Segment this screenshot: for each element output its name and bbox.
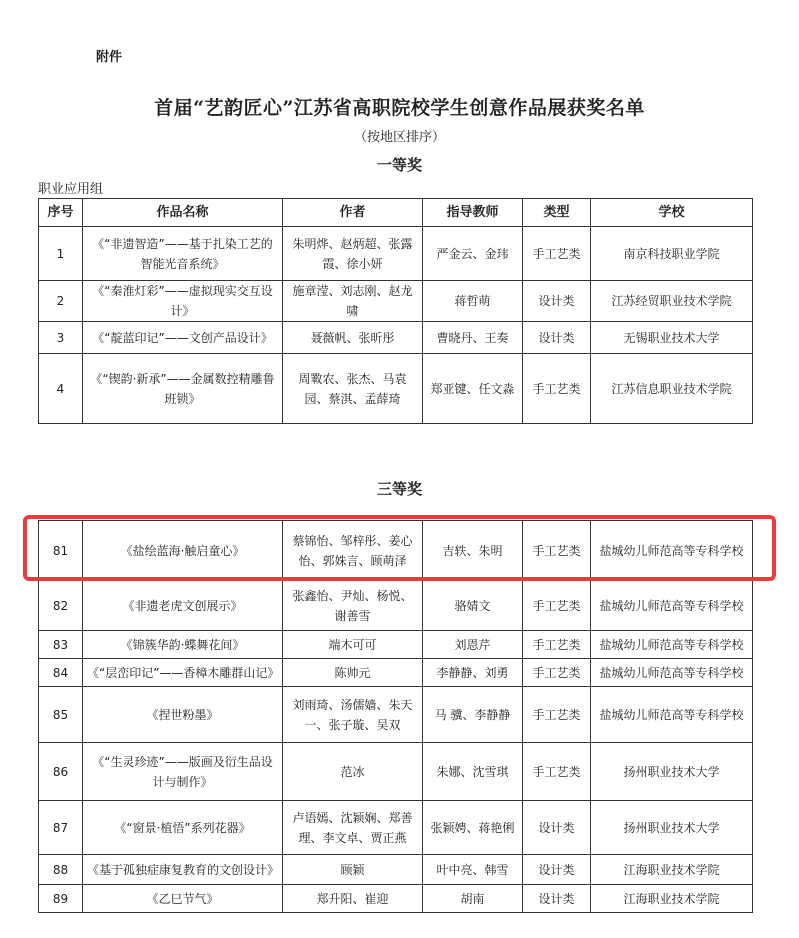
- cell-no: 85: [39, 687, 83, 743]
- header-authors: 作者: [283, 199, 423, 227]
- cell-type: 设计类: [523, 801, 591, 855]
- table-row: [39, 885, 753, 913]
- cell-authors: 聂薇帆、张昕彤: [283, 322, 423, 354]
- page-subtitle: （按地区排序）: [353, 130, 445, 145]
- table-row: [39, 855, 753, 885]
- cell-work: 《乙巳节气》: [83, 885, 283, 913]
- table-row: [39, 322, 753, 354]
- table-row: [39, 687, 753, 743]
- cell-type: 设计类: [523, 281, 591, 322]
- cell-work: 《“窗景·植悟”系列花器》: [83, 801, 283, 855]
- table-row: [39, 354, 753, 424]
- first-prize-heading: 一等奖: [376, 156, 422, 174]
- header-work: 作品名称: [83, 199, 283, 227]
- cell-no: 86: [39, 743, 83, 801]
- cell-no: 84: [39, 659, 83, 687]
- cell-type: 手工艺类: [523, 631, 591, 659]
- page-title: 首届“艺韵匠心”江苏省高职院校学生创意作品展获奖名单: [154, 97, 645, 119]
- table-row: [39, 227, 753, 281]
- header-no: 序号: [39, 199, 83, 227]
- cell-no: 88: [39, 855, 83, 885]
- cell-work: 《“非遗智造”——基于扎染工艺的智能光音系统》: [83, 227, 283, 281]
- cell-advisors: 李静静、刘勇: [423, 659, 523, 687]
- cell-work: 《基于孤独症康复教育的文创设计》: [83, 855, 283, 885]
- cell-advisors: 叶中亮、韩雪: [423, 855, 523, 885]
- cell-school: 江海职业技术学院: [591, 855, 753, 885]
- cell-type: 手工艺类: [523, 659, 591, 687]
- cell-work: 《“秦淮灯彩”——虚拟现实交互设计》: [83, 281, 283, 322]
- cell-work: 《锦簇华韵·蝶舞花间》: [83, 631, 283, 659]
- group-label: 职业应用组: [38, 182, 104, 197]
- header-type: 类型: [523, 199, 591, 227]
- cell-advisors: 张颖娉、蒋艳俐: [423, 801, 523, 855]
- cell-school: 盐城幼儿师范高等专科学校: [591, 521, 753, 581]
- cell-authors: 刘雨琦、汤儒嫱、朱天一、张子璇、吴双: [283, 687, 423, 743]
- table-row: [39, 281, 753, 322]
- cell-authors: 张鑫怡、尹灿、杨悦、谢善雪: [283, 581, 423, 631]
- table-row: [39, 581, 753, 631]
- cell-no: 87: [39, 801, 83, 855]
- cell-type: 手工艺类: [523, 743, 591, 801]
- header-advisors: 指导教师: [423, 199, 523, 227]
- table-row: [39, 743, 753, 801]
- cell-no: 83: [39, 631, 83, 659]
- cell-school: 无锡职业技术大学: [591, 322, 753, 354]
- cell-work: 《非遗老虎文创展示》: [83, 581, 283, 631]
- first-prize-table: [38, 198, 753, 424]
- cell-work: 《“靛蓝印记”——文创产品设计》: [83, 322, 283, 354]
- cell-authors: 陈帅元: [283, 659, 423, 687]
- cell-advisors: 刘恩芹: [423, 631, 523, 659]
- cell-work: 《捏世粉墨》: [83, 687, 283, 743]
- cell-no: 82: [39, 581, 83, 631]
- cell-advisors: 胡南: [423, 885, 523, 913]
- cell-advisors: 蒋哲萌: [423, 281, 523, 322]
- cell-advisors: 朱娜、沈雪琪: [423, 743, 523, 801]
- attachment-label: 附件: [96, 50, 123, 65]
- table-row: [39, 659, 753, 687]
- cell-advisors: 郑亚键、任文淼: [423, 354, 523, 424]
- cell-school: 盐城幼儿师范高等专科学校: [591, 687, 753, 743]
- cell-authors: 端木可可: [283, 631, 423, 659]
- cell-no: 1: [39, 227, 83, 281]
- cell-no: 4: [39, 354, 83, 424]
- cell-no: 3: [39, 322, 83, 354]
- cell-school: 盐城幼儿师范高等专科学校: [591, 581, 753, 631]
- cell-work: 《“生灵珍迹”——版画及衍生品设计与制作》: [83, 743, 283, 801]
- cell-no: 89: [39, 885, 83, 913]
- cell-authors: 卢语嫣、沈颖娴、郑善理、李文卓、贾正燕: [283, 801, 423, 855]
- cell-type: 设计类: [523, 855, 591, 885]
- cell-advisors: 曹晓丹、王奏: [423, 322, 523, 354]
- header-school: 学校: [591, 199, 753, 227]
- cell-advisors: 马 骥、李静静: [423, 687, 523, 743]
- cell-type: 手工艺类: [523, 521, 591, 581]
- cell-school: 扬州职业技术大学: [591, 743, 753, 801]
- cell-school: 江苏信息职业技术学院: [591, 354, 753, 424]
- table-row: [39, 631, 753, 659]
- cell-authors: 范冰: [283, 743, 423, 801]
- cell-school: 扬州职业技术大学: [591, 801, 753, 855]
- cell-school: 南京科技职业学院: [591, 227, 753, 281]
- cell-school: 江苏经贸职业技术学院: [591, 281, 753, 322]
- third-prize-heading: 三等奖: [376, 480, 422, 498]
- cell-authors: 朱明烨、赵炳超、张露霞、徐小妍: [283, 227, 423, 281]
- cell-advisors: 吉轶、朱明: [423, 521, 523, 581]
- cell-authors: 施章滢、刘志刚、赵龙啸: [283, 281, 423, 322]
- cell-work: 《“层峦印记”——香樟木雕群山记》: [83, 659, 283, 687]
- cell-type: 手工艺类: [523, 227, 591, 281]
- highlight-box: [23, 515, 776, 581]
- cell-type: 设计类: [523, 885, 591, 913]
- table-row: [39, 801, 753, 855]
- cell-no: 81: [39, 521, 83, 581]
- cell-advisors: 严金云、金玮: [423, 227, 523, 281]
- table-header-row: [39, 199, 753, 227]
- cell-work: 《“锲韵·新承”——金属数控精雕鲁班锁》: [83, 354, 283, 424]
- cell-school: 江海职业技术学院: [591, 885, 753, 913]
- cell-school: 盐城幼儿师范高等专科学校: [591, 659, 753, 687]
- cell-type: 手工艺类: [523, 354, 591, 424]
- cell-school: 盐城幼儿师范高等专科学校: [591, 631, 753, 659]
- cell-authors: 顾颖: [283, 855, 423, 885]
- cell-work: 《盐绘蓝海·触启童心》: [83, 521, 283, 581]
- cell-advisors: 骆婧文: [423, 581, 523, 631]
- cell-type: 设计类: [523, 322, 591, 354]
- cell-authors: 蔡锦怡、邹梓彤、姜心怡、郭姝言、顾萌泽: [283, 521, 423, 581]
- cell-type: 手工艺类: [523, 687, 591, 743]
- cell-authors: 郑升阳、崔迎: [283, 885, 423, 913]
- cell-authors: 周斁农、张杰、马袁园、蔡淇、孟薛琦: [283, 354, 423, 424]
- cell-no: 2: [39, 281, 83, 322]
- cell-type: 手工艺类: [523, 581, 591, 631]
